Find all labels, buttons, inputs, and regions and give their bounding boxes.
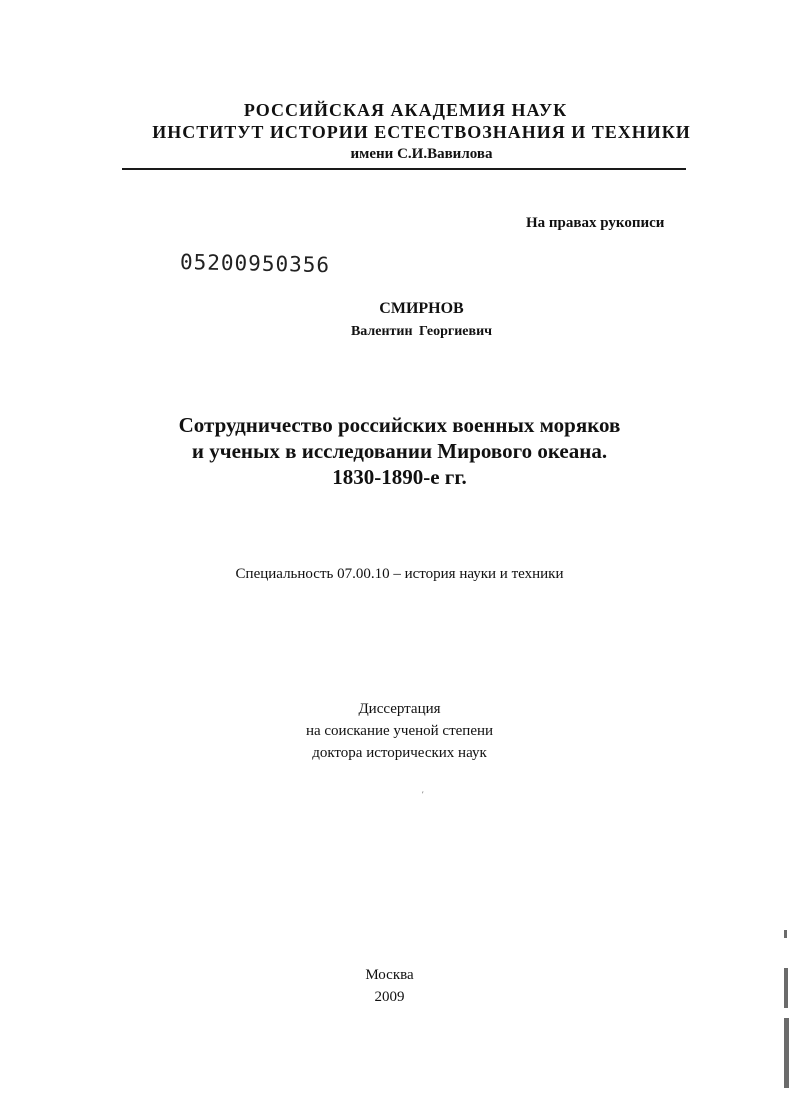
scan-edge-mark <box>784 1018 789 1088</box>
scan-edge-mark <box>784 968 788 1008</box>
work-type-line: доктора исторических наук <box>312 745 487 761</box>
rights-note: На правах рукописи <box>526 215 665 231</box>
archive-number-stamp: 05200950356 <box>179 250 331 278</box>
academy-name: РОССИЙСКАЯ АКАДЕМИЯ НАУК <box>243 100 568 120</box>
imprint <box>0 964 789 1008</box>
dissertation-title <box>0 412 799 490</box>
author-given-names: Валентин Георгиевич <box>350 324 493 339</box>
work-type-line: Диссертация <box>358 701 441 717</box>
title-line: 1830-1890-е гг. <box>332 465 467 489</box>
imprint-year: 2009 <box>374 989 405 1005</box>
institute-name: ИНСТИТУТ ИСТОРИИ ЕСТЕСТВОЗНАНИЯ И ТЕХНИКИ <box>152 122 691 142</box>
imprint-place: Москва <box>365 967 414 983</box>
title-line: Сотрудничество российских военных моряков <box>178 413 621 437</box>
scan-speck: ′ <box>422 790 424 799</box>
scan-edge-mark <box>784 930 787 938</box>
author-surname: СМИРНОВ <box>379 300 464 317</box>
title-line: и ученых в исследовании Мирового океана. <box>191 439 608 463</box>
work-type <box>0 698 799 764</box>
specialty-line: Специальность 07.00.10 – история науки и техники <box>235 566 564 582</box>
header-divider <box>122 168 686 170</box>
work-type-line: на соискание ученой степени <box>305 723 494 739</box>
institute-named-after: имени С.И.Вавилова <box>350 146 493 162</box>
